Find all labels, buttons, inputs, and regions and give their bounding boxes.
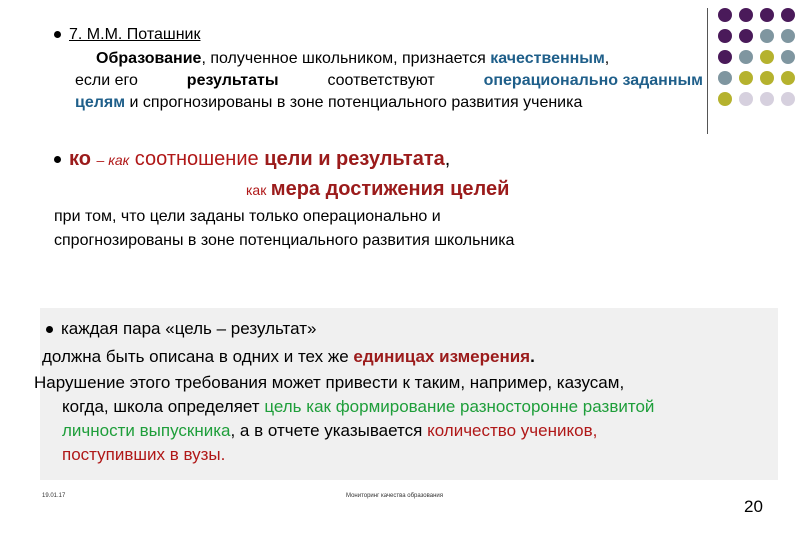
- item2-row2: [246, 176, 509, 204]
- count-text: количество учеников,: [427, 421, 598, 440]
- decorative-dot: [781, 92, 795, 106]
- decorative-dot: [760, 71, 774, 85]
- text: и спрогнозированы в зоне потенциального развития ученика: [129, 94, 583, 111]
- decorative-dot: [718, 29, 732, 43]
- page-number: 20: [744, 497, 763, 516]
- goal-text: цель как формирование разносторонне развитой: [264, 397, 655, 416]
- bold-text: результаты: [186, 72, 279, 89]
- text: .: [530, 347, 535, 366]
- decorative-dot: [760, 8, 774, 22]
- decorative-dot: [739, 92, 753, 106]
- decorative-dot-grid: [718, 8, 802, 118]
- count-text: поступивших в вузы: [62, 445, 221, 464]
- footer-title: Мониторинг качества образования: [346, 493, 444, 499]
- highlight-text: качественным: [490, 50, 605, 67]
- bullet-icon: [54, 31, 61, 38]
- text: .: [220, 445, 226, 464]
- box-line1: [46, 318, 316, 340]
- box-line6: [62, 444, 225, 466]
- units-text: единицах измерения: [353, 347, 531, 366]
- decorative-dot: [760, 50, 774, 64]
- item1-title-row: [54, 24, 200, 46]
- decorative-dot: [739, 29, 753, 43]
- text: если его: [75, 72, 138, 89]
- text: когда, школа определяет: [62, 397, 260, 416]
- decorative-dot: [739, 8, 753, 22]
- bold-text: Образование: [96, 50, 202, 67]
- text: , а в отчете указывается: [230, 421, 423, 440]
- box-line5: [62, 420, 597, 442]
- decorative-dot: [781, 50, 795, 64]
- text: , полученное школьником, признается: [201, 50, 486, 67]
- decorative-dot: [718, 92, 732, 106]
- highlight-text: целям: [75, 94, 126, 111]
- item2-note2: спрогнозированы в зоне потенциального развития школьника: [54, 232, 515, 249]
- kak-text: как: [246, 182, 267, 198]
- decorative-dot: [718, 50, 732, 64]
- divider-line: [707, 8, 708, 134]
- highlight-box: [34, 308, 778, 480]
- item1-title: 7. М.М. Поташник: [69, 26, 201, 43]
- item2-note1: при том, что цели заданы только операционально и: [54, 208, 441, 225]
- box-line3: Нарушение этого требования может привести к таким, например, казусам,: [34, 373, 625, 392]
- text: соответствуют: [327, 72, 435, 89]
- decorative-dot: [781, 71, 795, 85]
- text: ,: [604, 50, 610, 67]
- text: ,: [444, 148, 451, 170]
- item1-line1: [96, 48, 706, 70]
- measure-text: мера достижения целей: [270, 178, 510, 200]
- decorative-dot: [781, 8, 795, 22]
- text: должна быть описана в одних и тех же: [42, 347, 349, 366]
- decorative-dot: [760, 92, 774, 106]
- ratio-text: соотношение: [134, 148, 259, 170]
- text: каждая пара «цель – результат»: [61, 319, 317, 338]
- bullet-icon: [46, 326, 53, 333]
- decorative-dot: [739, 50, 753, 64]
- decorative-dot: [718, 8, 732, 22]
- item1-line3: [75, 92, 582, 114]
- ko-text: ко: [69, 148, 91, 170]
- item2-row1: [54, 146, 450, 173]
- decorative-dot: [718, 71, 732, 85]
- box-line4: [62, 396, 654, 418]
- footer-date: 19.01.17: [42, 493, 66, 499]
- highlight-text: операционально заданным: [483, 72, 703, 89]
- goal-result-text: цели и результата: [264, 148, 445, 170]
- bullet-icon: [54, 156, 61, 163]
- decorative-dot: [739, 71, 753, 85]
- kak-text: – как: [96, 152, 130, 168]
- item1-line2: [75, 70, 703, 92]
- decorative-dot: [760, 29, 774, 43]
- goal-text: личности выпускника: [62, 421, 231, 440]
- box-line2: [42, 346, 535, 368]
- decorative-dot: [781, 29, 795, 43]
